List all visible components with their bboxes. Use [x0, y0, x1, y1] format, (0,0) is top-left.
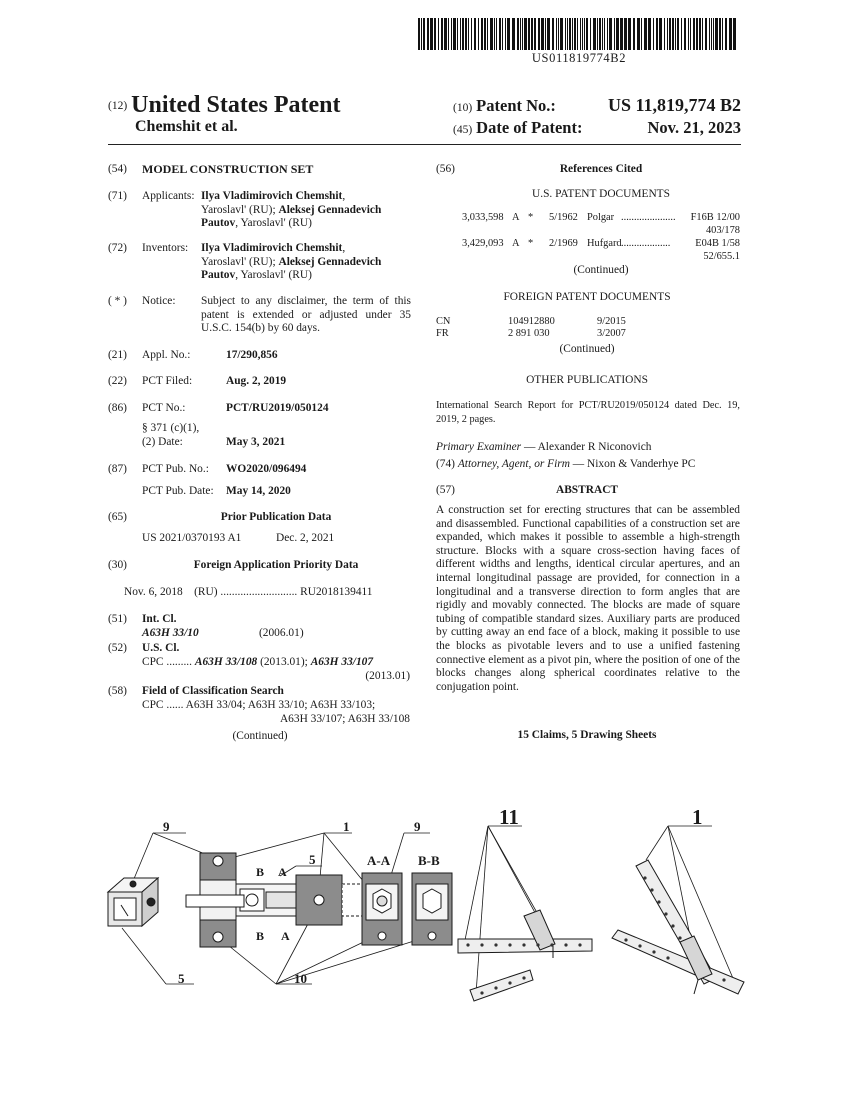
- ref-5a: 5: [309, 852, 316, 867]
- intcl-class: A63H 33/10: [142, 627, 199, 639]
- kind-code-num: (12): [108, 100, 128, 112]
- date-num: (45): [453, 124, 473, 136]
- other-heading: OTHER PUBLICATIONS: [526, 374, 648, 386]
- us-docs-heading: U.S. PATENT DOCUMENTS: [532, 188, 670, 200]
- us-doc-name: Polgar: [587, 212, 615, 223]
- assembly-section: [186, 853, 362, 947]
- us-doc-star: *: [528, 212, 534, 223]
- ref-11: 11: [499, 805, 519, 829]
- us-doc-name: Hufgard: [587, 238, 622, 249]
- s371-value: May 3, 2021: [226, 436, 286, 448]
- us-doc-class: E04B 1/58: [695, 238, 740, 249]
- foreign-doc-number: 104912880: [508, 316, 555, 327]
- pct-filed-num: (22): [108, 375, 127, 387]
- patent-date: Nov. 21, 2023: [647, 118, 741, 137]
- prior-date: Dec. 2, 2021: [276, 532, 335, 544]
- ref-1b: 1: [692, 805, 703, 829]
- us-doc-dots: ...................: [621, 238, 671, 249]
- invention-title: MODEL CONSTRUCTION SET: [142, 162, 314, 176]
- other-text: International Search Report for PCT/RU2019/050124 dated Dec. 19, 2019, 2 pages.: [436, 400, 740, 425]
- claims-summary: 15 Claims, 5 Drawing Sheets: [517, 729, 657, 741]
- us-doc-date: 2/1969: [549, 238, 578, 249]
- us-doc-number: 3,033,598: [462, 212, 504, 223]
- us-doc-class2: 52/655.1: [703, 251, 740, 262]
- foreign-continued: (Continued): [559, 343, 615, 355]
- intcl-num: (51): [108, 613, 127, 625]
- section-aa: [362, 873, 402, 945]
- attorney: (74) Attorney, Agent, or Firm — Nixon & Vanderhye PC: [436, 458, 696, 470]
- patent-no-label: Patent No.:: [476, 96, 556, 115]
- field-line1: CPC ...... A63H 33/04; A63H 33/10; A63H 33/103;: [142, 699, 376, 711]
- foreign-num: (30): [108, 559, 127, 571]
- inventors-label: Inventors:: [142, 242, 189, 254]
- ref-1a: 1: [343, 819, 350, 834]
- foreign-heading: Foreign Application Priority Data: [193, 559, 359, 571]
- field-num: (58): [108, 685, 127, 697]
- us-doc-star: *: [528, 238, 534, 249]
- pub-no-label: PCT Pub. No.:: [142, 463, 209, 475]
- patent-no-num: (10): [453, 102, 473, 114]
- ref-B2: B: [256, 929, 265, 943]
- pub-no-value: WO2020/096494: [226, 463, 307, 475]
- patent-title: United States Patent: [131, 92, 341, 118]
- pct-no-label: PCT No.:: [142, 402, 186, 414]
- foreign-doc-date: 3/2007: [597, 328, 626, 339]
- notice-label: Notice:: [142, 295, 176, 307]
- section-bb: [412, 873, 452, 945]
- date-label: Date of Patent:: [476, 118, 583, 137]
- us-doc-class: F16B 12/00: [690, 212, 740, 223]
- refs-heading: References Cited: [559, 163, 643, 175]
- field-continued: (Continued): [232, 730, 288, 742]
- applicant-short: Chemshit et al.: [135, 118, 238, 135]
- section-bb-label: B-B: [418, 853, 440, 868]
- refs-num: (56): [436, 163, 455, 175]
- applicants-num: (71): [108, 190, 127, 202]
- appl-value: 17/290,856: [226, 349, 278, 361]
- inventors-value: Ilya Vladimirovich Chemshit, Yaroslavl' (RU); Aleksej Gennadevich Pautov, Yaroslavl' (RU): [201, 242, 382, 282]
- uscl-num: (52): [108, 642, 127, 654]
- pub-no-num: (87): [108, 463, 127, 475]
- us-doc-kind: A: [512, 212, 520, 223]
- abstract-heading: ABSTRACT: [555, 484, 619, 496]
- abstract-text: A construction set for erecting structures that can be assembled and disassembled. Functional capabilities of a construction set are expanded, which makes it possible to assemble a high-strength structure. Blocks with a square cross-section having faces of different widths and lengths, identical circular apertures, and an internal longitudinal passage are provided, for connection in a longitudinal and a transverse direction to form angles that are rigidly and movably connected. The blocks are made of square tubing of compatible standard sizes. Auxiliary parts are produced by cutting away an end face of a block, making it possible to use the blocks as pivotable levers and to use a unified fastening connective element as a pivot pin, where the position of one of the blocks changes along spherical coordinates relative to the conjugation point.: [436, 504, 740, 693]
- uscl-label: U.S. Cl.: [142, 642, 180, 654]
- pub-date-value: May 14, 2020: [226, 485, 291, 497]
- inventors-num: (72): [108, 242, 127, 254]
- us-doc-kind: A: [512, 238, 520, 249]
- appl-num: (21): [108, 349, 127, 361]
- us-doc-class2: 403/178: [705, 225, 740, 236]
- foreign-docs-heading: FOREIGN PATENT DOCUMENTS: [503, 291, 671, 303]
- cube-block: [108, 878, 158, 926]
- ref-9b: 9: [414, 819, 421, 834]
- ref-5b: 5: [178, 971, 185, 986]
- notice-num: ( * ): [108, 295, 127, 307]
- ref-9a: 9: [163, 819, 170, 834]
- pct-no-num: (86): [108, 402, 127, 414]
- foreign-entry: Nov. 6, 2018 (RU) ........................... RU2018139411: [124, 586, 373, 598]
- us-continued: (Continued): [573, 264, 629, 276]
- prior-doc: US 2021/0370193 A1: [142, 532, 242, 544]
- examiner: Primary Examiner — Alexander R Niconovich: [436, 441, 652, 453]
- title-num: (54): [108, 163, 127, 175]
- foreign-doc-number: 2 891 030: [508, 328, 550, 339]
- pub-date-label: PCT Pub. Date:: [142, 485, 214, 497]
- applicants-label: Applicants:: [142, 190, 195, 202]
- pct-filed-value: Aug. 2, 2019: [226, 375, 287, 387]
- us-doc-date: 5/1962: [549, 212, 578, 223]
- ref-B1: B: [256, 865, 265, 879]
- barcode-number: US011819774B2: [531, 51, 627, 65]
- prior-num: (65): [108, 511, 127, 523]
- pct-no-value: PCT/RU2019/050124: [226, 402, 329, 414]
- intcl-year: (2006.01): [259, 627, 304, 639]
- ref-A1: A: [278, 865, 287, 879]
- fig11-parts: [458, 910, 592, 1001]
- patent-no: US 11,819,774 B2: [607, 95, 741, 115]
- field-label: Field of Classification Search: [142, 685, 284, 697]
- applicants-value: Ilya Vladimirovich Chemshit, Yaroslavl' (RU); Aleksej Gennadevich Pautov, Yaroslavl' (RU): [201, 190, 382, 230]
- uscl-year2: (2013.01): [365, 670, 410, 682]
- ref-A2: A: [281, 929, 290, 943]
- foreign-doc-date: 9/2015: [597, 316, 626, 327]
- notice-text: Subject to any disclaimer, the term of this patent is extended or adjusted under 35 U.S.C. 154(b) by 60 days.: [201, 295, 411, 335]
- s371-line1: § 371 (c)(1),: [142, 422, 200, 434]
- field-line2: A63H 33/107; A63H 33/108: [279, 713, 410, 725]
- us-doc-number: 3,429,093: [462, 238, 504, 249]
- fig1-parts: [612, 860, 744, 994]
- foreign-doc-country: FR: [436, 328, 449, 339]
- uscl-line: CPC ......... A63H 33/108 (2013.01); A63H 33/107: [142, 656, 374, 668]
- prior-heading: Prior Publication Data: [220, 511, 332, 523]
- foreign-doc-country: CN: [436, 316, 451, 327]
- intcl-label: Int. Cl.: [142, 613, 177, 625]
- pct-filed-label: PCT Filed:: [142, 375, 193, 387]
- section-aa-label: A-A: [367, 853, 391, 868]
- abstract-num: (57): [436, 484, 455, 496]
- appl-label: Appl. No.:: [142, 349, 191, 361]
- us-doc-dots: .....................: [621, 212, 676, 223]
- s371-line2: (2) Date:: [142, 436, 183, 448]
- ref-10: 10: [294, 971, 307, 986]
